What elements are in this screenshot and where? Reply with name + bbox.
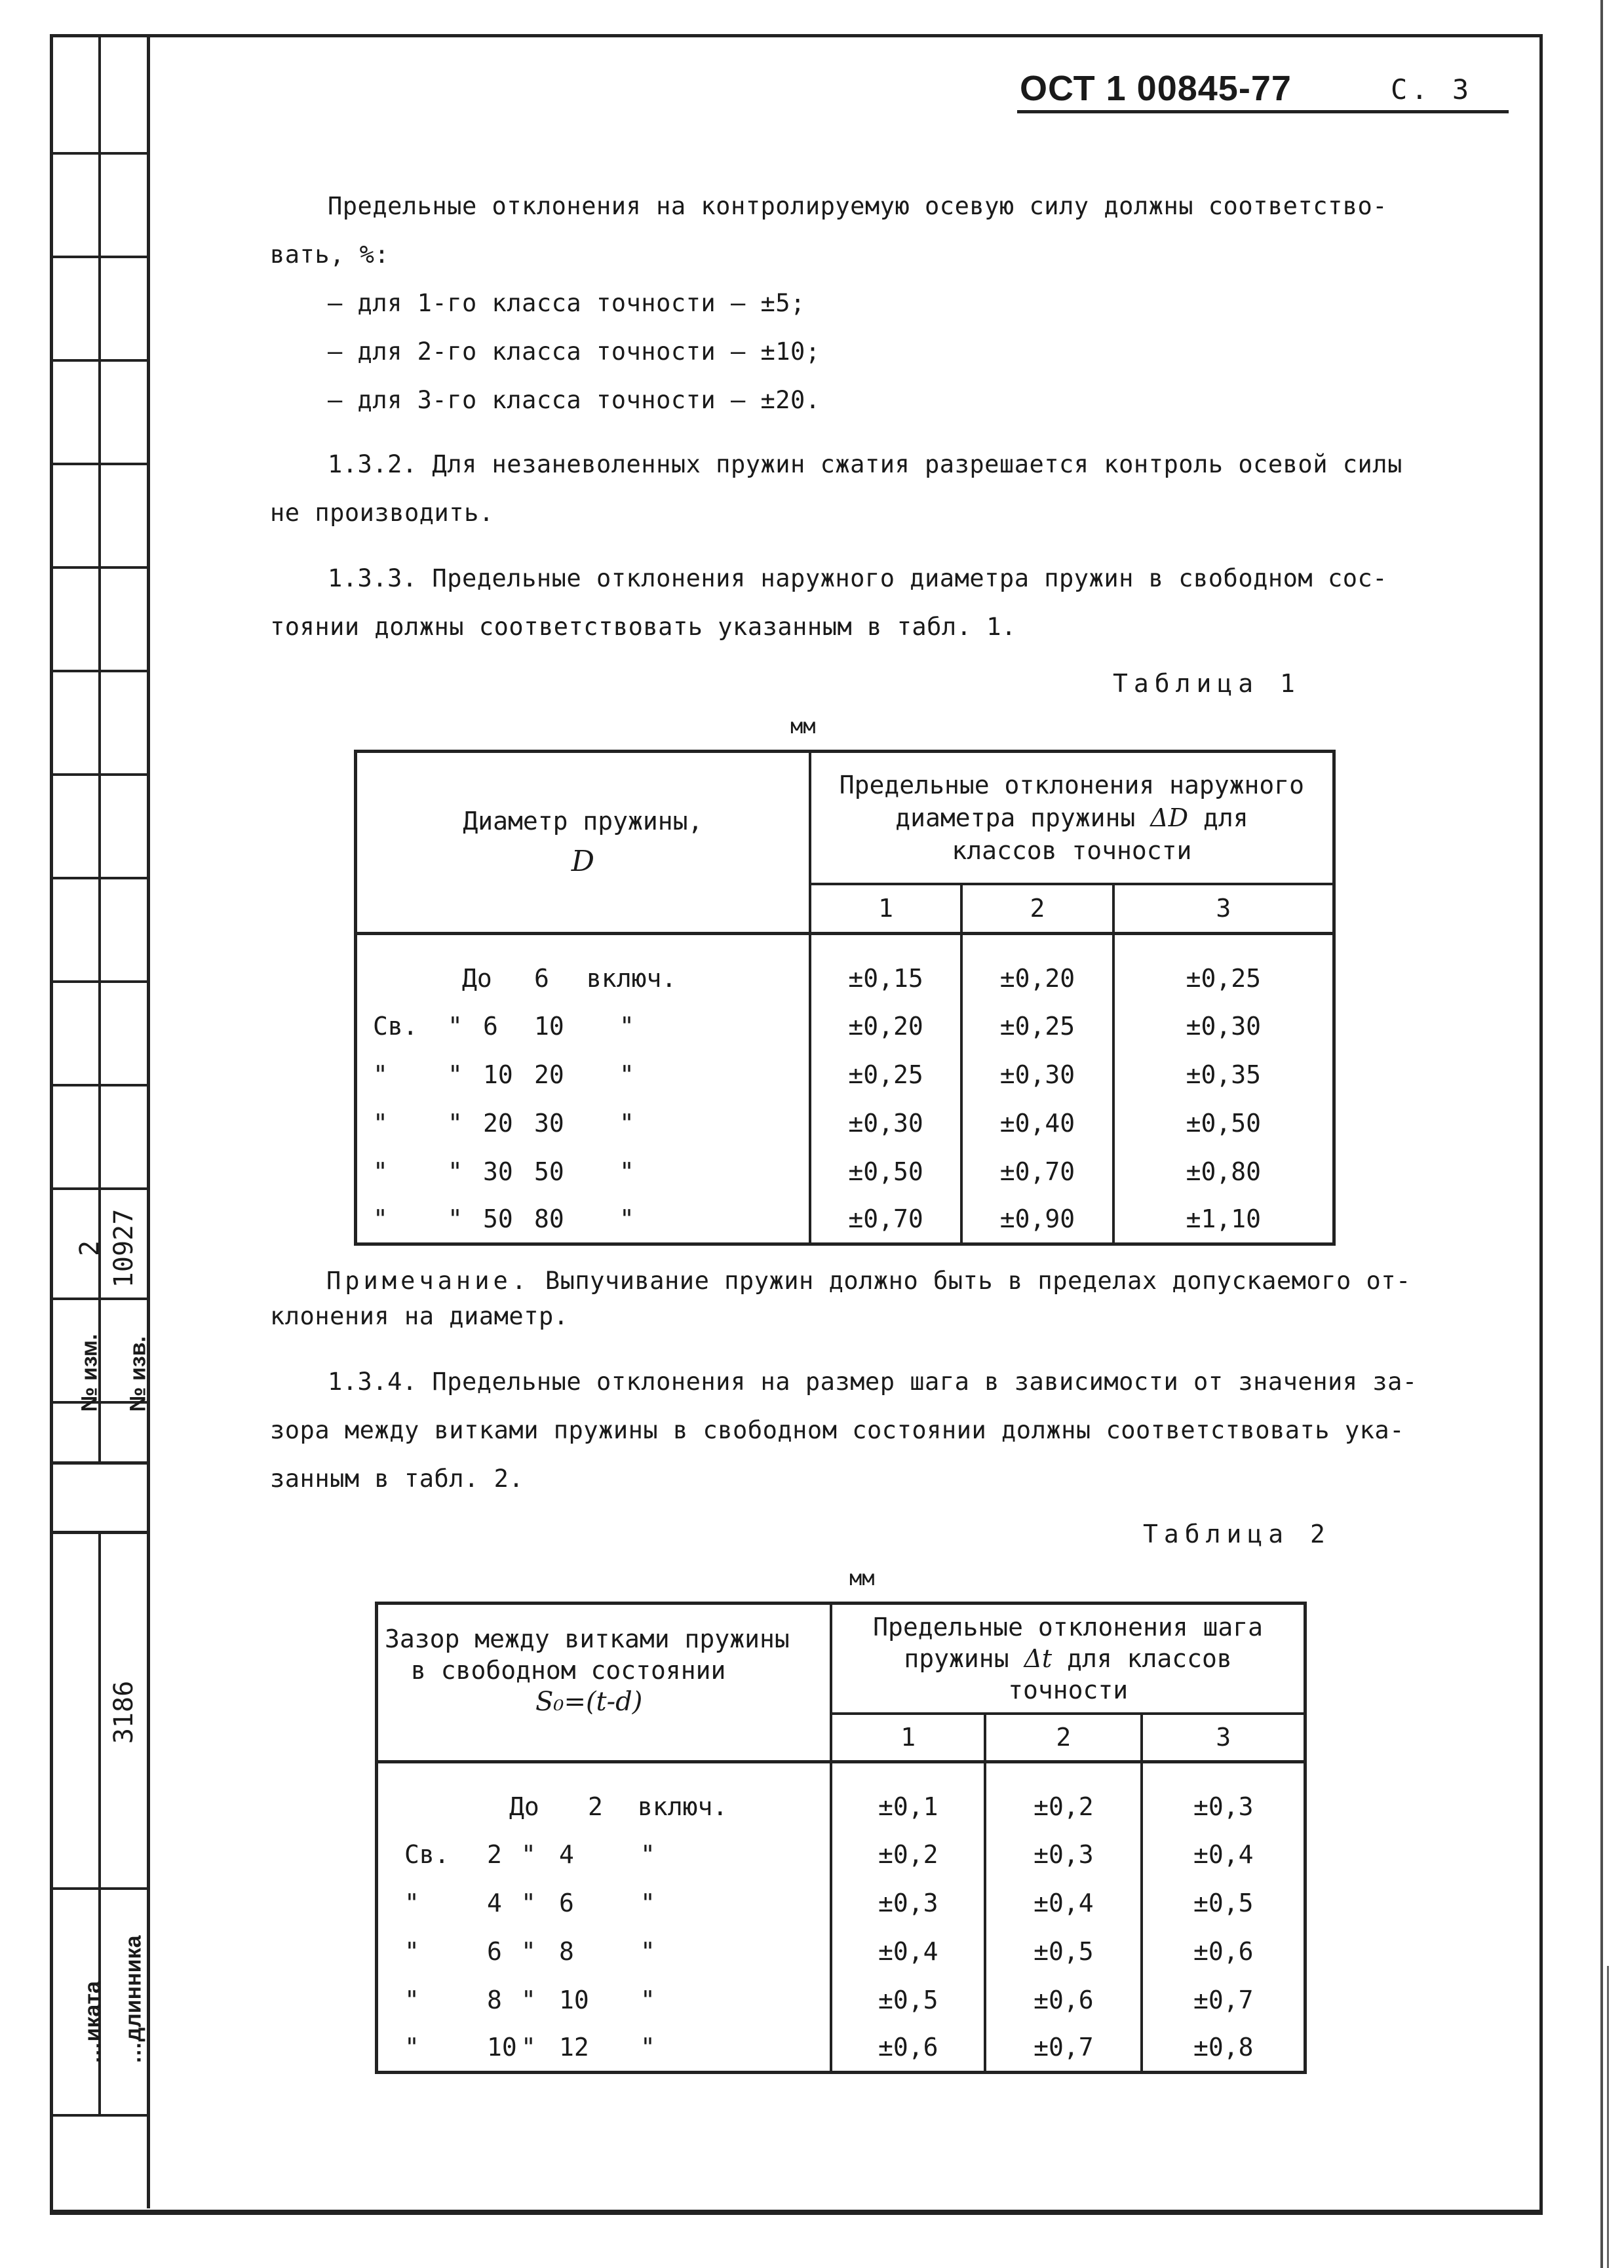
tolerance-value: ±0,3 xyxy=(878,1888,938,1917)
range-part: 6 xyxy=(559,1888,574,1917)
tolerance-cell xyxy=(985,1976,1142,2024)
symbol-d: D xyxy=(571,845,595,878)
range-part: 6 xyxy=(483,1011,498,1041)
range-part: 10 xyxy=(487,2033,517,2062)
list-item: – для 3-го класса точности – ±20. xyxy=(328,386,821,414)
tolerance-cell xyxy=(810,1002,961,1050)
class-header: 1 xyxy=(810,884,961,934)
range-cell xyxy=(356,1147,810,1196)
range-cell xyxy=(377,1879,832,1927)
paragraph-line: 1.3.3. Предельные отклонения наружного диаметра пружин в свободном сос- xyxy=(328,564,1388,592)
margin-tick xyxy=(50,877,147,879)
tolerance-value: ±0,30 xyxy=(1186,1011,1261,1041)
range-part: 8 xyxy=(487,1985,502,2014)
margin-tick xyxy=(50,1887,147,1890)
tolerance-cell xyxy=(1142,1830,1305,1879)
tolerance-cell xyxy=(831,1927,985,1976)
range-part: " xyxy=(521,1839,536,1869)
list-item: – для 2-го класса точности – ±10; xyxy=(328,337,821,366)
range-part: " xyxy=(373,1108,388,1138)
range-part: " xyxy=(448,1157,463,1186)
range-cell xyxy=(356,934,810,1002)
tolerance-value: ±0,6 xyxy=(878,2033,938,2062)
range-part: включ. xyxy=(587,963,677,993)
margin-notice-value: 10927 xyxy=(109,1208,139,1288)
range-part: 6 xyxy=(534,963,549,993)
table-header-cell xyxy=(377,1604,832,1762)
tolerance-cell xyxy=(810,934,961,1002)
range-part: 4 xyxy=(487,1888,502,1917)
tolerance-value: ±0,3 xyxy=(1034,1839,1094,1869)
range-part: 2 xyxy=(588,1792,603,1821)
range-part: 10 xyxy=(483,1060,513,1089)
tolerance-cell xyxy=(1113,1147,1334,1196)
paragraph-line: вать, %: xyxy=(270,240,390,269)
tolerance-cell xyxy=(810,1196,961,1244)
margin-tick xyxy=(50,670,147,672)
range-part: " xyxy=(521,2033,536,2062)
margin-tick xyxy=(50,152,147,155)
tolerance-cell xyxy=(985,1762,1142,1830)
table-row xyxy=(377,1762,1305,1830)
range-part: 30 xyxy=(483,1157,513,1186)
range-cell xyxy=(377,1976,832,2024)
tolerance-value: ±0,20 xyxy=(999,963,1075,993)
class-header: 3 xyxy=(1142,1714,1305,1762)
column-header-gap: Зазор между витками пружины xyxy=(385,1624,790,1653)
margin-tick xyxy=(50,773,147,776)
range-part: " xyxy=(619,1108,634,1138)
tolerance-cell xyxy=(961,1050,1113,1099)
margin-tick xyxy=(50,256,147,258)
tolerance-cell xyxy=(961,1196,1113,1244)
tolerance-value: ±0,70 xyxy=(999,1157,1075,1186)
tolerance-cell xyxy=(1142,2024,1305,2073)
column-header-gap: в свободном состоянии xyxy=(411,1656,726,1685)
range-part: " xyxy=(619,1011,634,1041)
group-header-line: классов точности xyxy=(952,836,1192,865)
tolerance-cell xyxy=(831,1879,985,1927)
range-part: " xyxy=(640,1985,655,2014)
table-row xyxy=(377,1927,1305,1976)
tolerance-value: ±0,90 xyxy=(999,1204,1075,1234)
table-caption: Таблица 2 xyxy=(1143,1520,1331,1548)
table-header-group xyxy=(810,752,1334,884)
tolerance-value: ±0,30 xyxy=(999,1060,1075,1089)
tolerance-cell xyxy=(985,1879,1142,1927)
tolerance-value: ±0,25 xyxy=(1186,963,1261,993)
tolerance-cell xyxy=(985,1927,1142,1976)
note-line: клонения на диаметр. xyxy=(270,1302,569,1330)
range-part: " xyxy=(448,1108,463,1138)
range-cell xyxy=(377,1830,832,1879)
tolerance-cell xyxy=(810,1147,961,1196)
table-row xyxy=(356,1050,1334,1099)
range-part: " xyxy=(640,1936,655,1966)
range-cell xyxy=(356,1099,810,1147)
tolerance-value: ±0,2 xyxy=(878,1839,938,1869)
table-row xyxy=(377,1879,1305,1927)
range-cell xyxy=(356,1196,810,1244)
tolerance-cell xyxy=(1113,1050,1334,1099)
tolerance-value: ±0,5 xyxy=(1034,1936,1094,1966)
tolerance-cell xyxy=(1142,1927,1305,1976)
range-part: " xyxy=(640,1888,655,1917)
tolerance-cell xyxy=(1113,1196,1334,1244)
class-header: 2 xyxy=(985,1714,1142,1762)
tolerance-cell xyxy=(1113,1002,1334,1050)
tolerance-value: ±0,6 xyxy=(1193,1936,1254,1966)
tolerance-value: ±0,40 xyxy=(999,1108,1075,1138)
paragraph-line: 1.3.4. Предельные отклонения на размер шага в зависимости от значения за- xyxy=(328,1368,1418,1396)
range-part: До xyxy=(509,1792,539,1821)
margin-tick xyxy=(50,1187,147,1190)
range-part: 12 xyxy=(559,2033,589,2062)
tolerance-value: ±0,20 xyxy=(848,1011,923,1041)
range-part: 30 xyxy=(534,1108,564,1138)
range-part: включ. xyxy=(638,1792,728,1821)
range-part: " xyxy=(619,1204,634,1234)
group-header-line: точности xyxy=(1008,1675,1129,1704)
table-row xyxy=(356,934,1334,1002)
range-part: 50 xyxy=(483,1204,513,1234)
table-row xyxy=(377,2024,1305,2073)
range-part: " xyxy=(373,1060,388,1089)
range-cell xyxy=(377,1927,832,1976)
range-part: " xyxy=(521,1985,536,2014)
tolerance-cell xyxy=(831,2024,985,2073)
range-part: 2 xyxy=(487,1839,502,1869)
tolerance-value: ±0,5 xyxy=(1193,1888,1254,1917)
table-row xyxy=(356,1099,1334,1147)
tolerance-value: ±0,80 xyxy=(1186,1157,1261,1186)
tolerance-cell xyxy=(1142,1976,1305,2024)
right-edge-line xyxy=(1600,0,1603,2268)
column-header-diameter: Диаметр пружины, xyxy=(463,807,703,836)
tolerance-value: ±0,4 xyxy=(1034,1888,1094,1917)
tolerance-cell xyxy=(985,2024,1142,2073)
margin-tick xyxy=(50,566,147,569)
group-header-text: для xyxy=(1203,803,1248,832)
margin-tick xyxy=(50,359,147,362)
paragraph-line: Предельные отклонения на контролируемую осевую силу должны соответство- xyxy=(328,192,1388,220)
range-part: " xyxy=(640,2033,655,2062)
tolerance-value: ±0,15 xyxy=(848,963,923,993)
tolerance-value: ±0,7 xyxy=(1034,2033,1094,2062)
range-part: Св. xyxy=(373,1011,418,1041)
range-part: 50 xyxy=(534,1157,564,1186)
margin-tick xyxy=(50,463,147,465)
tolerance-cell xyxy=(831,1830,985,1879)
tolerance-value: ±0,5 xyxy=(878,1985,938,2014)
table-1 xyxy=(354,750,1336,1246)
range-part: 20 xyxy=(483,1108,513,1138)
tolerance-value: ±0,4 xyxy=(878,1936,938,1966)
margin-inventory-value: 3186 xyxy=(109,1680,139,1744)
gap-formula: S₀=(t-d) xyxy=(535,1687,643,1717)
tolerance-cell xyxy=(1142,1762,1305,1830)
margin-tick xyxy=(50,1297,147,1300)
tolerance-value: ±0,8 xyxy=(1193,2033,1254,2062)
tolerance-cell xyxy=(985,1830,1142,1879)
table-header-group xyxy=(831,1604,1305,1714)
document-code: ОСТ 1 00845-77 xyxy=(1020,69,1292,108)
range-part: " xyxy=(373,1157,388,1186)
table-row xyxy=(356,1147,1334,1196)
tolerance-value: ±0,35 xyxy=(1186,1060,1261,1089)
right-edge-line xyxy=(1607,1966,1609,2268)
margin-tick xyxy=(50,1531,147,1534)
tolerance-value: ±0,3 xyxy=(1193,1792,1254,1821)
margin-tick xyxy=(50,1461,147,1465)
table-row xyxy=(377,1976,1305,2024)
tolerance-cell xyxy=(1142,1879,1305,1927)
range-part: 20 xyxy=(534,1060,564,1089)
table-2 xyxy=(375,1602,1307,2074)
range-part: 8 xyxy=(559,1936,574,1966)
group-header-line xyxy=(811,801,1332,834)
margin-tick xyxy=(50,980,147,983)
tolerance-cell xyxy=(1113,1099,1334,1147)
tolerance-value: ±0,2 xyxy=(1034,1792,1094,1821)
paragraph-line: тоянии должны соответствовать указанным в табл. 1. xyxy=(270,613,1016,641)
margin-original-label: …длинника xyxy=(121,1935,146,2064)
paragraph-line: 1.3.2. Для незаневоленных пружин сжатия разрешается контроль осевой силы xyxy=(328,450,1402,478)
list-item: – для 1-го класса точности – ±5; xyxy=(328,289,805,317)
range-part: 10 xyxy=(534,1011,564,1041)
range-part: До xyxy=(462,963,492,993)
margin-change-value: 2 xyxy=(75,1240,105,1257)
range-part: " xyxy=(448,1204,463,1234)
range-part: " xyxy=(640,1839,655,1869)
tolerance-value: ±0,50 xyxy=(848,1157,923,1186)
range-part: " xyxy=(619,1157,634,1186)
tolerance-cell xyxy=(961,934,1113,1002)
group-header-line: Предельные отклонения наружного xyxy=(839,770,1305,799)
range-part: 4 xyxy=(559,1839,574,1869)
margin-duplicate-label: …иката xyxy=(80,1981,106,2064)
range-part: 80 xyxy=(534,1204,564,1234)
tolerance-cell xyxy=(961,1147,1113,1196)
table-unit: мм xyxy=(790,714,816,739)
range-part: " xyxy=(448,1011,463,1041)
margin-notice-label: № изв. xyxy=(125,1336,151,1412)
group-header-line: Предельные отклонения шага xyxy=(873,1612,1263,1642)
range-part: 10 xyxy=(559,1985,589,2014)
table-header-cell xyxy=(356,752,810,934)
paragraph-line: занным в табл. 2. xyxy=(270,1465,524,1493)
tolerance-value: ±0,1 xyxy=(878,1792,938,1821)
range-part: " xyxy=(619,1060,634,1089)
tolerance-value: ±0,6 xyxy=(1034,1985,1094,2014)
table-unit: мм xyxy=(849,1566,875,1590)
group-header-text: для классов xyxy=(1067,1643,1232,1673)
tolerance-cell xyxy=(810,1050,961,1099)
paragraph-line: зора между витками пружины в свободном состоянии должны соответствовать ука- xyxy=(270,1416,1404,1444)
tolerance-value: ±0,7 xyxy=(1193,1985,1254,2014)
table-row xyxy=(356,1196,1334,1244)
bottom-frame-line xyxy=(50,2210,1540,2212)
margin-tick xyxy=(50,2114,147,2117)
tolerance-cell xyxy=(831,1976,985,2024)
tolerance-value: ±0,25 xyxy=(999,1011,1075,1041)
table-row xyxy=(356,1002,1334,1050)
range-part: " xyxy=(521,1888,536,1917)
margin-change-label: № изм. xyxy=(77,1334,102,1412)
paragraph-line: не производить. xyxy=(270,499,494,527)
delta-d-symbol: ΔD xyxy=(1150,803,1189,832)
delta-t-symbol: Δt xyxy=(1024,1643,1053,1673)
margin-tick xyxy=(50,1084,147,1086)
range-part: " xyxy=(404,1888,419,1917)
range-cell xyxy=(356,1002,810,1050)
tolerance-cell xyxy=(1113,934,1334,1002)
tolerance-cell xyxy=(831,1762,985,1830)
tolerance-value: ±0,50 xyxy=(1186,1108,1261,1138)
range-part: " xyxy=(448,1060,463,1089)
range-cell xyxy=(377,1762,832,1830)
note-label: Примечание. xyxy=(326,1267,531,1295)
tolerance-value: ±1,10 xyxy=(1186,1204,1261,1234)
page-number: С. 3 xyxy=(1391,73,1473,106)
header-underline xyxy=(1017,110,1509,113)
tolerance-value: ±0,4 xyxy=(1193,1839,1254,1869)
tolerance-value: ±0,25 xyxy=(848,1060,923,1089)
class-header: 2 xyxy=(961,884,1113,934)
tolerance-value: ±0,30 xyxy=(848,1108,923,1138)
class-header: 3 xyxy=(1113,884,1334,934)
group-header-text: пружины xyxy=(904,1643,1009,1673)
range-part: 6 xyxy=(487,1936,502,1966)
range-part: " xyxy=(404,2033,419,2062)
table-caption: Таблица 1 xyxy=(1113,669,1301,698)
range-part: " xyxy=(373,1204,388,1234)
range-cell xyxy=(356,1050,810,1099)
range-part: " xyxy=(521,1936,536,1966)
table-row xyxy=(377,1830,1305,1879)
group-header-line xyxy=(832,1643,1304,1674)
note-text: Выпучивание пружин должно быть в пределах допускаемого от- xyxy=(545,1267,1411,1295)
class-header: 1 xyxy=(831,1714,985,1762)
tolerance-value: ±0,70 xyxy=(848,1204,923,1234)
tolerance-cell xyxy=(961,1099,1113,1147)
range-part: Св. xyxy=(404,1839,450,1869)
range-cell xyxy=(377,2024,832,2073)
tolerance-cell xyxy=(961,1002,1113,1050)
tolerance-cell xyxy=(810,1099,961,1147)
group-header-text: диаметра пружины xyxy=(895,803,1136,832)
range-part: " xyxy=(404,1936,419,1966)
range-part: " xyxy=(404,1985,419,2014)
